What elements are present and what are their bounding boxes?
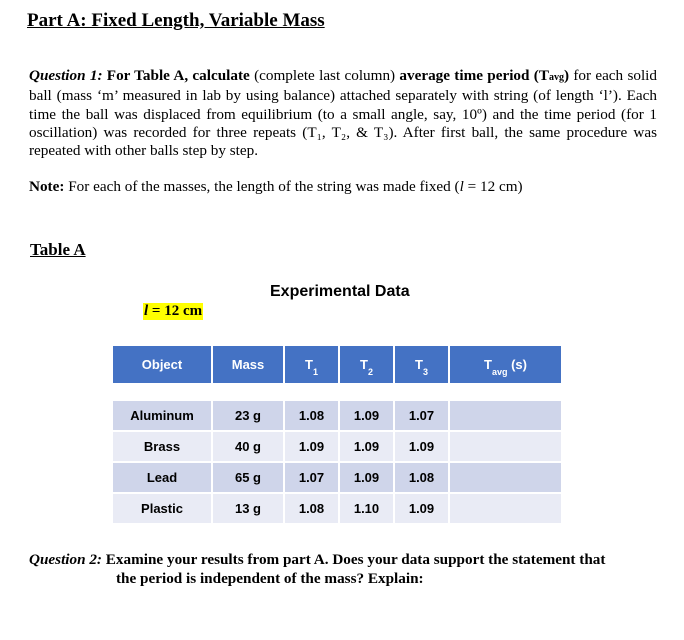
- cell-tavg[interactable]: [450, 494, 561, 523]
- cell-mass: 40 g: [213, 432, 283, 461]
- cell-t3: 1.09: [395, 494, 448, 523]
- question-2: [29, 551, 669, 588]
- table-row: [113, 463, 561, 492]
- table-row: [113, 432, 561, 461]
- question-1-text-b: (complete last column): [249, 67, 400, 84]
- table-gap: [113, 385, 561, 399]
- note: [29, 178, 523, 196]
- cell-t3: 1.08: [395, 463, 448, 492]
- header-t3: $T_3$: [395, 346, 448, 383]
- question-2-line2: the period is independent of the mass? Explain:: [116, 569, 424, 587]
- cell-object: Plastic: [113, 494, 211, 523]
- cell-object: Brass: [113, 432, 211, 461]
- table-row: [113, 494, 561, 523]
- length-text: = 12 cm: [148, 303, 203, 319]
- note-label: Note:: [29, 178, 65, 195]
- question-1-text-a: For Table A, calculate: [102, 67, 250, 84]
- question-1-text-e: for each solid ball (mass ‘m’ measured in lab by using balance) attached separately with string (of length ‘l’). Each time the ball was displaced from equilibrium (to a small angle, say, 10º) and the time period (for 1 oscillation) was recorded for three repeats (T₁, T₂, & T₃). After first ball, the same procedure was repeated with other balls step by step.: [29, 67, 657, 160]
- cell-t2: 1.09: [340, 432, 393, 461]
- header-t1: $T_1$: [285, 346, 338, 383]
- experimental-data-title: Experimental Data: [270, 283, 410, 300]
- cell-t1: 1.08: [285, 401, 338, 430]
- cell-t1: 1.09: [285, 432, 338, 461]
- data-table: [111, 344, 563, 525]
- header-tavg: $T_{avg}$ (s): [450, 346, 561, 383]
- cell-mass: 23 g: [213, 401, 283, 430]
- question-1-text-c-sub: avg: [548, 72, 564, 83]
- cell-object: Lead: [113, 463, 211, 492]
- question-1-text-c: average time period (T: [399, 67, 549, 84]
- cell-mass: 65 g: [213, 463, 283, 492]
- question-1-text-d: ): [563, 67, 570, 84]
- question-2-label: Question 2:: [29, 551, 102, 568]
- cell-tavg[interactable]: [450, 432, 561, 461]
- question-2-line1: Examine your results from part A. Does your data support the statement that: [102, 551, 606, 568]
- note-text-end: = 12 cm): [463, 178, 523, 195]
- cell-t2: 1.09: [340, 401, 393, 430]
- header-t2: $T_2$: [340, 346, 393, 383]
- length-var: l: [144, 303, 149, 319]
- cell-t2: 1.09: [340, 463, 393, 492]
- header-object: Object: [113, 346, 211, 383]
- note-text: For each of the masses, the length of the string was made fixed (: [64, 178, 460, 195]
- table-header-row: [113, 346, 561, 383]
- part-title: Part A: Fixed Length, Variable Mass: [27, 10, 325, 31]
- cell-object: Aluminum: [113, 401, 211, 430]
- cell-t1: 1.07: [285, 463, 338, 492]
- cell-t3: 1.07: [395, 401, 448, 430]
- note-var: l: [459, 178, 464, 195]
- table-title: Table A: [30, 240, 86, 259]
- cell-t1: 1.08: [285, 494, 338, 523]
- length-label: [143, 303, 203, 320]
- cell-mass: 13 g: [213, 494, 283, 523]
- cell-tavg[interactable]: [450, 401, 561, 430]
- cell-t3: 1.09: [395, 432, 448, 461]
- question-1-label: Question 1:: [29, 67, 103, 84]
- question-1: [29, 67, 657, 160]
- header-mass: Mass: [213, 346, 283, 383]
- cell-t2: 1.10: [340, 494, 393, 523]
- cell-tavg[interactable]: [450, 463, 561, 492]
- table-row: [113, 401, 561, 430]
